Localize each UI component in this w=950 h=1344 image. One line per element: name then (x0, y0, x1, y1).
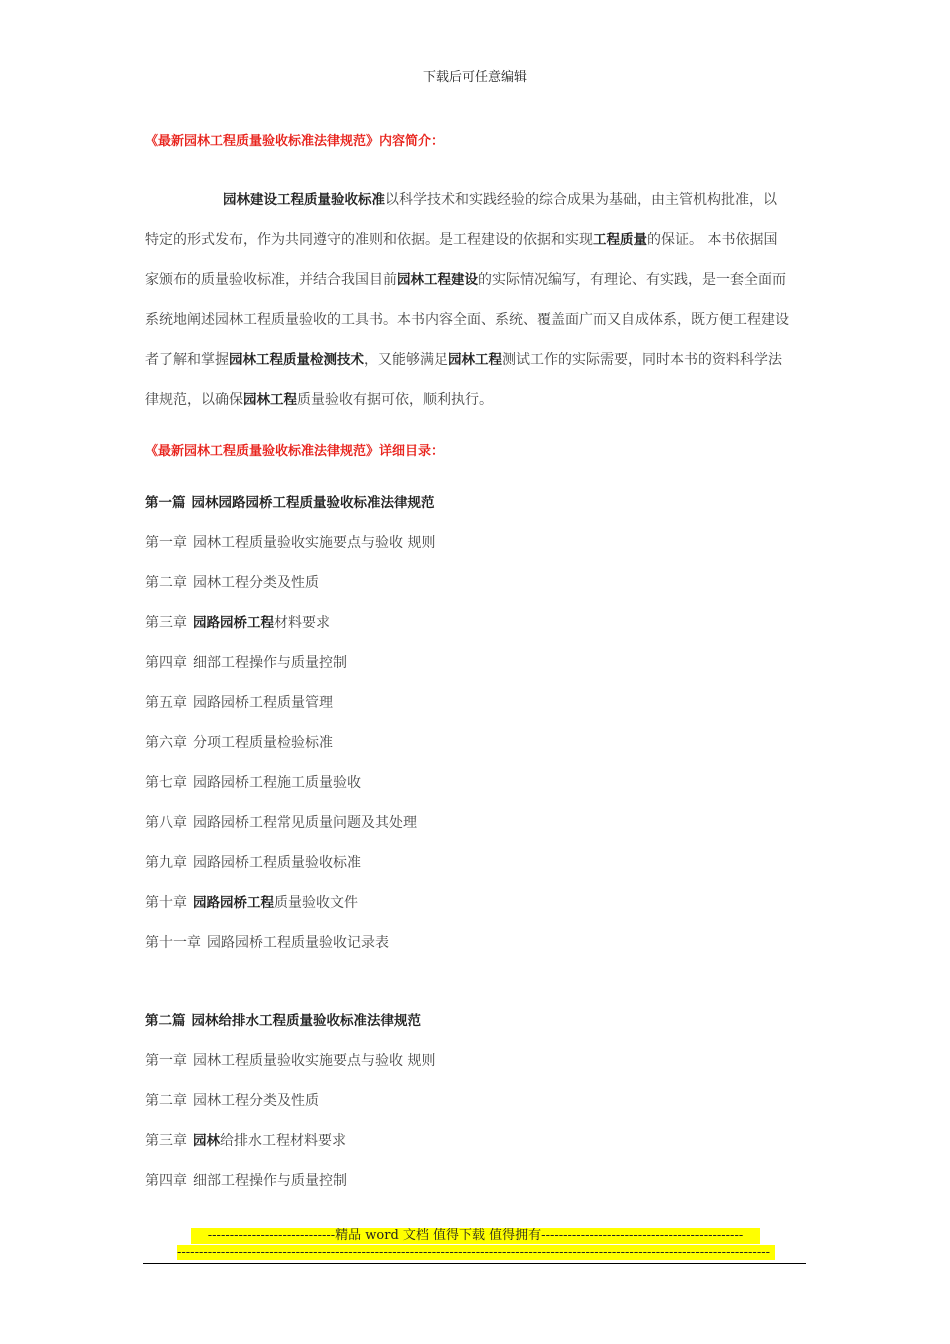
chapter-number: 第九章 (145, 855, 187, 871)
chapter-number: 第二章 (145, 1093, 187, 1109)
intro-bold-term: 园林工程 (243, 392, 297, 408)
chapter-number: 第十章 (145, 895, 187, 911)
chapter-title: 园路园桥工程质量验收标准 (193, 855, 361, 871)
part-label: 第一篇 (145, 495, 186, 511)
chapter-title: 给排水工程材料要求 (220, 1133, 346, 1149)
toc-item (145, 723, 435, 763)
toc-part-1 (145, 483, 435, 963)
intro-bold-term: 园林建设工程质量验收标准 (223, 192, 385, 208)
chapter-title: 园林工程分类及性质 (193, 575, 319, 591)
chapter-title: 分项工程质量检验标准 (193, 735, 333, 751)
intro-text: 的实际情况编写，有理论、有实践，是一套全面而 (478, 272, 786, 288)
toc-item (145, 1041, 435, 1081)
toc-item (145, 523, 435, 563)
toc-item (145, 1121, 435, 1161)
chapter-number: 第四章 (145, 1173, 187, 1189)
page-header: 下载后可任意编辑 (422, 70, 527, 85)
footer-banner-line-2: --------------------------------------------------------------------------------------------------------------------------------------- (177, 1245, 775, 1260)
chapter-title: 园路园桥工程施工质量验收 (193, 775, 361, 791)
intro-text: 特定的形式发布，作为共同遵守的准则和依据。是工程建设的依据和实现 (145, 232, 593, 248)
intro-text: 律规范，以确保 (145, 392, 243, 408)
chapter-number: 第三章 (145, 615, 187, 631)
toc-item (145, 843, 435, 883)
part-label: 第二篇 (145, 1013, 186, 1029)
toc-item (145, 643, 435, 683)
chapter-number: 第十一章 (145, 935, 201, 951)
intro-bold-term: 园林工程 (448, 352, 502, 368)
intro-text: 测试工作的实际需要，同时本书的资料科学法 (502, 352, 782, 368)
intro-line-6 (145, 380, 807, 420)
intro-line-5 (145, 340, 807, 380)
intro-text: 者了解和掌握 (145, 352, 229, 368)
toc-item (145, 1161, 435, 1201)
footer-banner-line-1: -----------------------------精品 word 文档 值得下载 值得拥有---------------------------------------------- (191, 1228, 760, 1244)
chapter-number: 第一章 (145, 1053, 187, 1069)
chapter-number: 第六章 (145, 735, 187, 751)
intro-paragraph (145, 180, 807, 420)
chapter-number: 第八章 (145, 815, 187, 831)
chapter-number: 第七章 (145, 775, 187, 791)
part-title: 园林园路园桥工程质量验收标准法律规范 (191, 495, 435, 511)
toc-item (145, 1081, 435, 1121)
part-heading (145, 1001, 435, 1041)
chapter-bold-term: 园路园桥工程 (193, 895, 274, 911)
chapter-title: 质量验收文件 (274, 895, 358, 911)
chapter-bold-term: 园林 (193, 1133, 220, 1149)
intro-bold-term: 工程质量 (593, 232, 647, 248)
intro-bold-term: 园林工程质量检测技术 (229, 352, 364, 368)
toc-item (145, 563, 435, 603)
toc-item (145, 883, 435, 923)
chapter-title: 园路园桥工程质量管理 (193, 695, 333, 711)
intro-bold-term: 园林工程建设 (397, 272, 478, 288)
chapter-bold-term: 园路园桥工程 (193, 615, 274, 631)
toc-item (145, 923, 435, 963)
chapter-title: 细部工程操作与质量控制 (193, 1173, 347, 1189)
part-title: 园林给排水工程质量验收标准法律规范 (191, 1013, 421, 1029)
intro-text: 家颁布的质量验收标准，并结合我国目前 (145, 272, 397, 288)
intro-line-3 (145, 260, 807, 300)
chapter-title: 园林工程分类及性质 (193, 1093, 319, 1109)
intro-section-title: 《最新园林工程质量验收标准法律规范》内容简介： (145, 134, 445, 149)
chapter-title: 园路园桥工程常见质量问题及其处理 (193, 815, 417, 831)
chapter-number: 第二章 (145, 575, 187, 591)
footer-divider (143, 1263, 806, 1264)
intro-line-2 (145, 220, 807, 260)
chapter-title: 材料要求 (274, 615, 330, 631)
intro-text: 系统地阐述园林工程质量验收的工具书。本书内容全面、系统、覆盖面广而又自成体系，既方便工程建设 (145, 312, 789, 328)
toc-item (145, 603, 435, 643)
intro-line-1 (145, 180, 807, 220)
chapter-number: 第一章 (145, 535, 187, 551)
chapter-number: 第五章 (145, 695, 187, 711)
toc-item (145, 763, 435, 803)
chapter-title: 园路园桥工程质量验收记录表 (207, 935, 389, 951)
toc-item (145, 803, 435, 843)
intro-text: 质量验收有据可依，顺利执行。 (297, 392, 493, 408)
intro-text: ，又能够满足 (364, 352, 448, 368)
chapter-number: 第三章 (145, 1133, 187, 1149)
chapter-title: 园林工程质量验收实施要点与验收 规则 (193, 1053, 436, 1069)
intro-text: 的保证。 本书依据国 (647, 232, 778, 248)
toc-part-2 (145, 1001, 435, 1201)
intro-line-4 (145, 300, 807, 340)
chapter-number: 第四章 (145, 655, 187, 671)
toc-item (145, 683, 435, 723)
chapter-title: 园林工程质量验收实施要点与验收 规则 (193, 535, 436, 551)
intro-text: 以科学技术和实践经验的综合成果为基础，由主管机构批准，以 (385, 192, 777, 208)
toc-section-title: 《最新园林工程质量验收标准法律规范》详细目录： (145, 444, 445, 459)
part-heading (145, 483, 435, 523)
chapter-title: 细部工程操作与质量控制 (193, 655, 347, 671)
